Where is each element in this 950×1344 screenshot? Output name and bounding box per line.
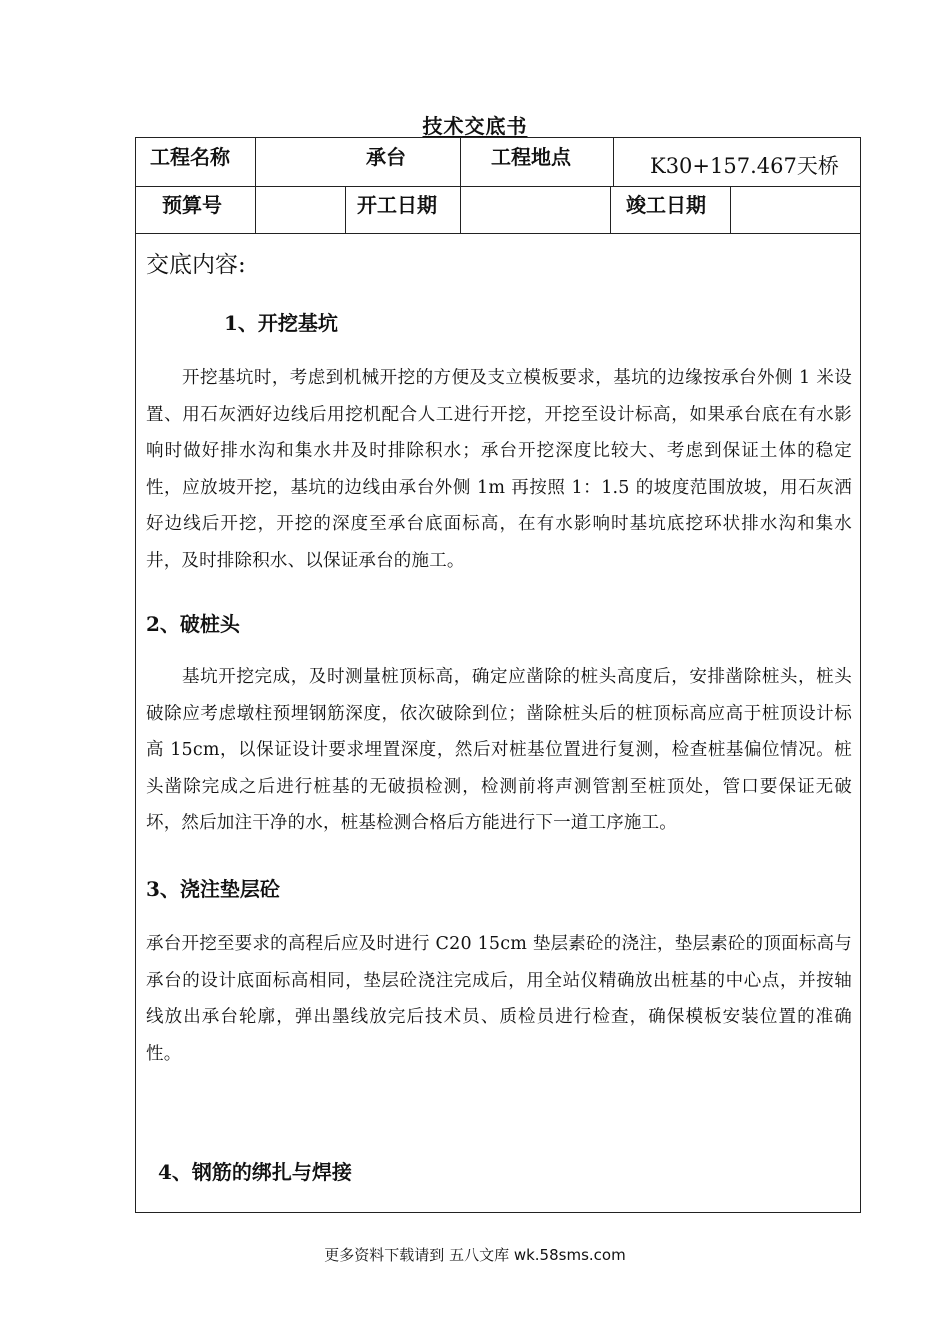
project-name-value: 承台 — [366, 145, 406, 169]
section-title: 1、开挖基坑 — [224, 311, 338, 335]
disclosure-form — [135, 137, 861, 1213]
section-title: 4、钢筋的绑扎与焊接 — [158, 1160, 352, 1184]
column-divider — [460, 138, 461, 186]
column-divider — [730, 186, 731, 233]
section-title: 3、浇注垫层砼 — [146, 877, 280, 901]
page-footer: 更多资料下载请到 五八文库 wk.58sms.com — [324, 1246, 626, 1264]
end-date-label: 竣工日期 — [626, 193, 706, 217]
column-divider — [610, 186, 611, 233]
section-paragraph: 基坑开挖完成，及时测量桩顶标高，确定应凿除的桩头高度后，安排凿除桩头，桩头破除应考虑墩柱预埋钢筋深度，依次破除到位；凿除桩头后的桩顶标高应高于桩顶设计标高 15cm，以保证设计要求埋置深度，然后对桩基位置进行复测，检查桩基偏位情况。桩头凿除完成之后进行桩基的无破损检测，检测前将声测管割至桩顶处，管口要保证无破坏，然后加注干净的水，桩基检测合格后方能进行下一道工序施工。 — [146, 667, 852, 833]
location-label: 工程地点 — [491, 145, 571, 169]
project-name-label: 工程名称 — [150, 145, 230, 169]
section-paragraph: 承台开挖至要求的高程后应及时进行 C20 15cm 垫层素砼的浇注，垫层素砼的顶面标高与承台的设计底面标高相同，垫层砼浇注完成后，用全站仪精确放出桩基的中心点，并按轴线放出承台轮廓，弹出墨线放完后技术员、质检员进行检查，确保模板安装位置的准确性。 — [146, 934, 852, 1064]
column-divider — [460, 186, 461, 233]
content-heading: 交底内容: — [146, 252, 246, 278]
column-divider — [613, 138, 614, 186]
column-divider — [345, 186, 346, 233]
start-date-label: 开工日期 — [357, 193, 437, 217]
document-title: 技术交底书 — [422, 114, 528, 138]
row-divider — [136, 186, 860, 187]
budget-no-label: 预算号 — [162, 193, 222, 217]
section-paragraph: 开挖基坑时，考虑到机械开挖的方便及支立模板要求，基坑的边缘按承台外侧 1 米设置、用石灰洒好边线后用挖机配合人工进行开挖，开挖至设计标高，如果承台底在有水影响时做好排水沟和集水井及时排除积水；承台开挖深度比较大、考虑到保证土体的稳定性，应放坡开挖，基坑的边线由承台外侧 1m 再按照 1：1.5 的坡度范围放坡，用石灰洒好边线后开挖，开挖的深度至承台底面标高，在有水影响时基坑底挖环状排水沟和集水井，及时排除积水、以保证承台的施工。 — [146, 368, 852, 571]
section-title: 2、破桩头 — [146, 612, 240, 636]
row-divider — [136, 233, 860, 234]
location-value: K30+157.467天桥 — [650, 154, 839, 178]
column-divider — [255, 138, 256, 233]
